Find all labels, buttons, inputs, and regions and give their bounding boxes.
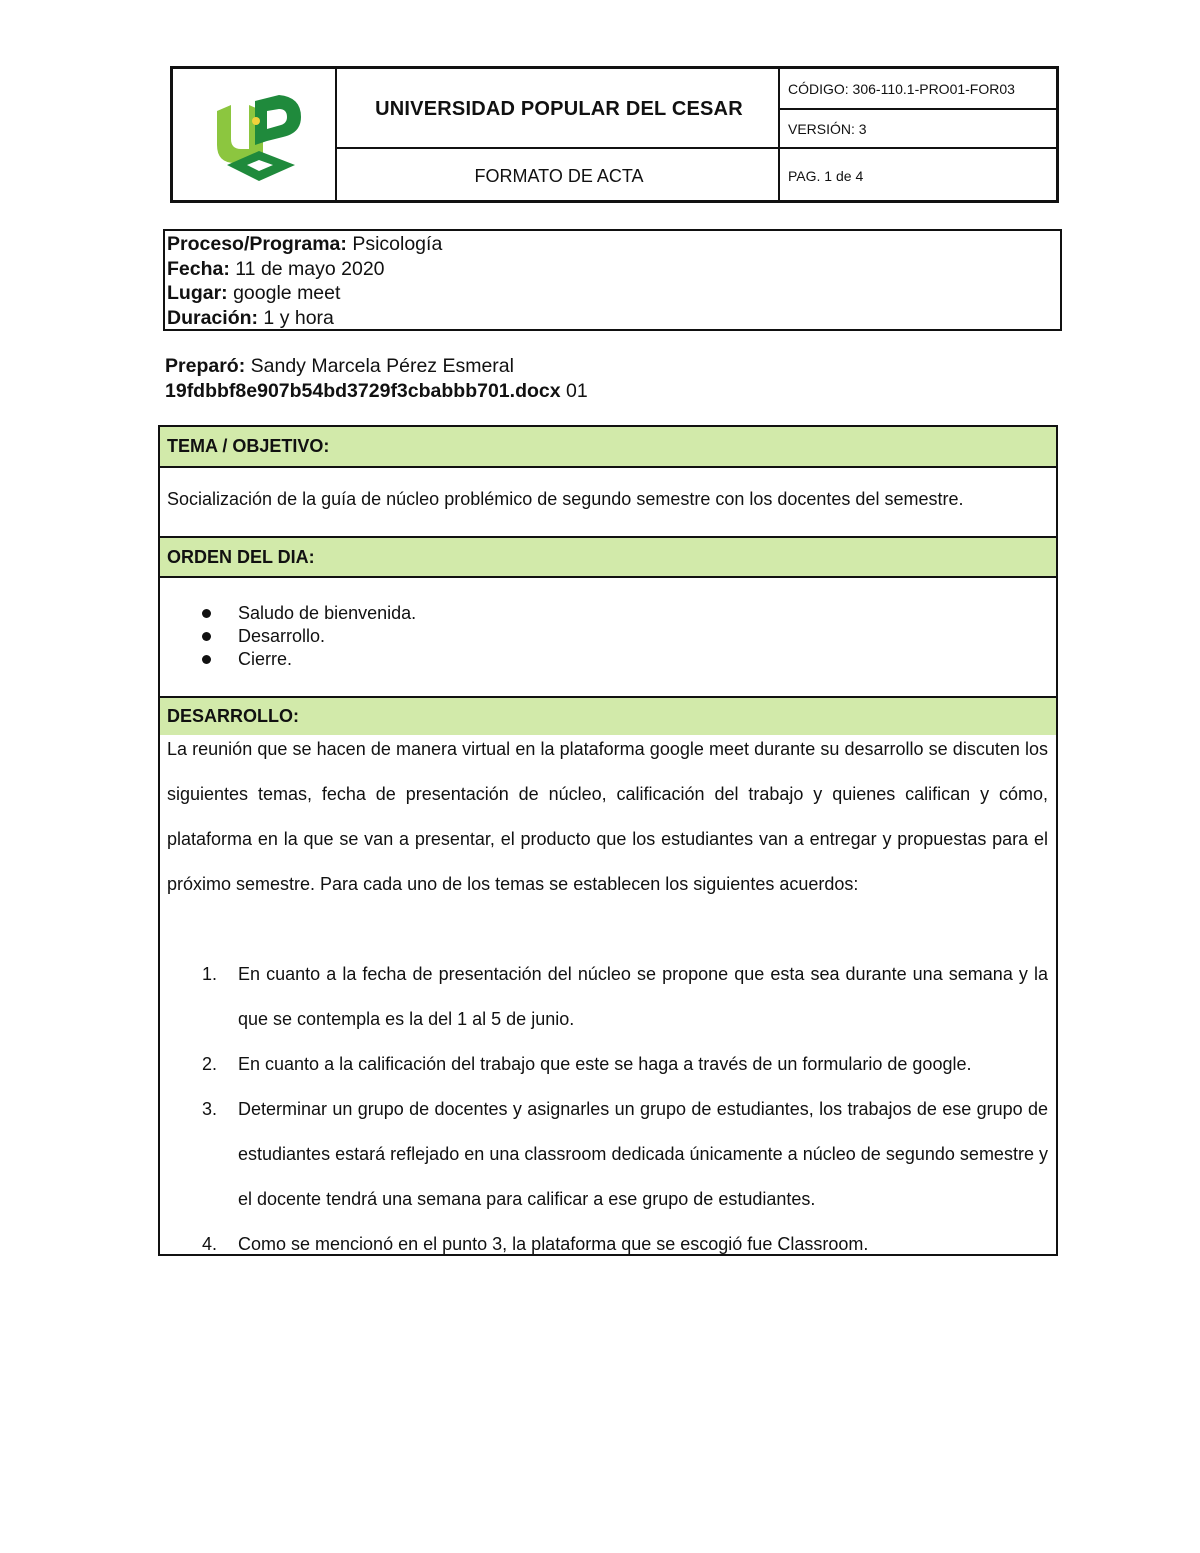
document-format-title: FORMATO DE ACTA <box>474 165 644 186</box>
fecha-label: Fecha: <box>167 257 230 280</box>
list-item-text: Desarrollo. <box>238 626 326 646</box>
filename-suffix: 01 <box>560 380 588 402</box>
duracion-label: Duración: <box>167 306 259 329</box>
prepared-by <box>165 354 588 404</box>
list-item-text: Saludo de bienvenida. <box>238 603 417 623</box>
row-divider <box>160 576 1056 578</box>
lugar-label: Lugar: <box>167 282 228 304</box>
tema-text: Socialización de la guía de núcleo problémico de segundo semestre con los docentes del semestre. <box>167 489 964 509</box>
list-number: 1. <box>202 964 218 984</box>
filename-line <box>165 379 588 404</box>
list-item <box>160 952 1048 1042</box>
fecha-line <box>167 257 1058 282</box>
bullet-icon <box>202 655 211 664</box>
list-item-text: Cierre. <box>238 649 293 669</box>
list-number: 3. <box>202 1099 218 1119</box>
proceso-label: Proceso/Programa: <box>167 233 347 255</box>
desarrollo-header: DESARROLLO: <box>160 698 1056 735</box>
list-item-text: Como se mencionó en el punto 3, la plataforma que se escogió fue Classroom. <box>238 1234 869 1254</box>
proceso-value: Psicología <box>346 233 443 255</box>
list-item <box>160 1042 1048 1087</box>
list-number: 2. <box>202 1054 218 1074</box>
page-indicator: PAG. 1 de 4 <box>788 168 864 184</box>
bullet-icon <box>202 609 211 618</box>
list-item <box>160 1222 1048 1267</box>
document-header <box>170 66 1059 203</box>
document-version: VERSIÓN: 3 <box>788 120 867 137</box>
list-item-text: En cuanto a la calificación del trabajo que este se haga a través de un formulario de google. <box>238 1054 972 1074</box>
university-name: UNIVERSIDAD POPULAR DEL CESAR <box>375 97 743 120</box>
row-divider <box>160 466 1056 468</box>
list-item <box>160 1087 1048 1222</box>
header-divider <box>335 69 337 200</box>
duracion-value: 1 y hora <box>258 306 334 329</box>
list-item <box>160 602 416 625</box>
fecha-value: 11 de mayo 2020 <box>229 257 385 280</box>
lugar-value: google meet <box>227 282 341 304</box>
document-code: CÓDIGO: 306-110.1-PRO01-FOR03 <box>788 80 1015 97</box>
prepared-value: Sandy Marcela Pérez Esmeral <box>245 355 514 377</box>
proceso-line <box>167 232 1058 257</box>
list-item-text: Determinar un grupo de docentes y asignarles un grupo de estudiantes, los trabajos de ese grupo de estudiantes estará reflejado en una classroom dedicada únicamente a núcleo de segundo semestre y el docente tendrá una semana para calificar a ese grupo de estudiantes. <box>238 1099 1048 1209</box>
meeting-info-box <box>163 229 1062 331</box>
lugar-line <box>167 281 1058 306</box>
prepared-line <box>165 354 588 379</box>
duracion-line <box>167 306 1058 331</box>
desarrollo-text: La reunión que se hacen de manera virtual en la plataforma google meet durante su desarrollo se discuten los siguientes temas, fecha de presentación de núcleo, calificación del trabajo y quienes califican y cómo, plataforma en la que se van a presentar, el producto que los estudiantes van a entregar y propuestas para el próximo semestre. Para cada uno de los temas se establecen los siguientes acuerdos: <box>167 739 1048 894</box>
acuerdos-list <box>160 952 1048 1267</box>
bullet-icon <box>202 632 211 641</box>
university-logo <box>209 93 305 181</box>
filename: 19fdbbf8e907b54bd3729f3cbabbb701.docx <box>165 380 561 402</box>
list-item <box>160 625 416 648</box>
list-number: 4. <box>202 1234 218 1254</box>
list-item-text: En cuanto a la fecha de presentación del núcleo se propone que esta sea durante una semana y la que se contempla es la del 1 al 5 de junio. <box>238 964 1048 1029</box>
minutes-table <box>158 425 1058 1256</box>
orden-header: ORDEN DEL DIA: <box>160 538 1056 576</box>
orden-list <box>160 602 416 671</box>
prepared-label: Preparó: <box>165 355 246 377</box>
tema-header: TEMA / OBJETIVO: <box>160 427 1056 466</box>
list-item <box>160 648 416 671</box>
